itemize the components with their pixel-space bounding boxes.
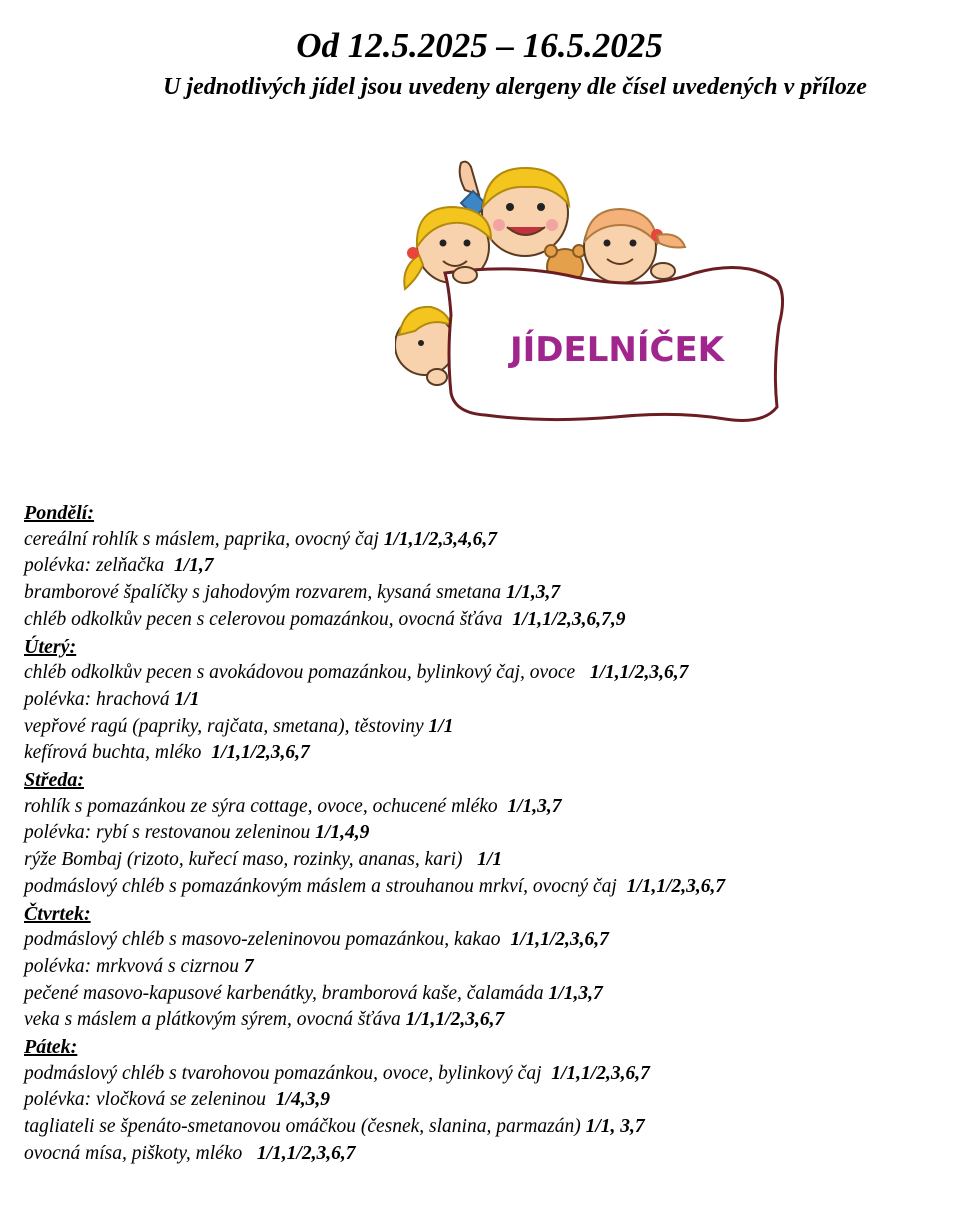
allergen-codes: 1/4,3,9 <box>275 1089 330 1111</box>
children-holding-sign-icon <box>395 155 790 430</box>
dish-text: polévka: hrachová <box>24 688 175 710</box>
day-heading: Čtvrtek: <box>24 902 91 925</box>
allergen-codes: 1/1,1/2,3,6,7 <box>626 875 726 897</box>
dish-text: kefírová buchta, mléko <box>24 742 212 764</box>
allergen-codes: 1/1,1/2,3,6,7 <box>211 742 310 764</box>
dish-text: polévka: rybí s restovanou zeleninou <box>24 822 316 844</box>
menu-item <box>24 820 944 847</box>
dish-text: cereální rohlík s máslem, paprika, ovocný čaj <box>24 528 384 550</box>
menu-item <box>24 714 944 741</box>
allergen-codes: 1/1 <box>477 849 503 871</box>
menu-item <box>24 740 944 767</box>
allergen-codes: 1/1,3,7 <box>506 582 561 604</box>
dish-text: podmáslový chléb s tvarohovou pomazánkou, ovoce, bylinkový čaj <box>24 1062 552 1084</box>
menu-item <box>24 580 944 607</box>
allergen-codes: 1/1, 3,7 <box>585 1116 645 1138</box>
allergen-codes: 1/1,7 <box>173 555 214 577</box>
menu-item <box>24 1087 944 1114</box>
dish-text: pečené masovo-kapusové karbenátky, bramborová kaše, čalamáda <box>24 982 549 1004</box>
allergen-codes: 1/1,1/2,3,4,6,7 <box>383 528 497 550</box>
dish-text: vepřové ragú (papriky, rajčata, smetana), těstoviny <box>24 715 429 737</box>
allergen-codes: 1/1,1/2,3,6,7 <box>551 1062 650 1084</box>
dish-text: polévka: vločková se zeleninou <box>24 1089 276 1111</box>
dish-text: veka s máslem a plátkovým sýrem, ovocná šťáva <box>24 1009 406 1031</box>
menu-item <box>24 794 944 821</box>
allergen-codes: 1/1,1/2,3,6,7 <box>405 1009 505 1031</box>
weekly-menu <box>24 500 944 1168</box>
dish-text: polévka: zelňačka <box>24 555 174 577</box>
sign-label: JÍDELNÍČEK <box>509 330 725 370</box>
menu-item <box>24 981 944 1008</box>
dish-text: tagliateli se špenáto-smetanovou omáčkou (česnek, slanina, parmazán) <box>24 1116 586 1138</box>
day-heading: Středa: <box>24 769 84 792</box>
menu-item <box>24 1007 944 1034</box>
dish-text: chléb odkolkův pecen s celerovou pomazánkou, ovocná šťáva <box>24 608 513 630</box>
menu-item <box>24 1061 944 1088</box>
menu-item <box>24 660 944 687</box>
dish-text: rýže Bombaj (rizoto, kuřecí maso, rozinky, ananas, kari) <box>24 849 478 871</box>
allergen-codes: 1/1,1/2,3,6,7,9 <box>512 608 626 630</box>
allergen-codes: 1/1,1/2,3,6,7 <box>256 1142 356 1164</box>
allergen-codes: 1/1,3,7 <box>507 795 562 817</box>
menu-item <box>24 927 944 954</box>
menu-item <box>24 847 944 874</box>
menu-item <box>24 607 944 634</box>
menu-item <box>24 687 944 714</box>
menu-item <box>24 527 944 554</box>
page-title: Od 12.5.2025 – 16.5.2025 <box>296 26 663 65</box>
page-subtitle: U jednotlivých jídel jsou uvedeny alergeny dle čísel uvedených v příloze <box>163 74 867 100</box>
allergen-codes: 7 <box>243 955 254 977</box>
allergen-codes: 1/1 <box>428 715 454 737</box>
allergen-codes: 1/1,4,9 <box>315 822 370 844</box>
dish-text: podmáslový chléb s pomazánkovým máslem a strouhanou mrkví, ovocný čaj <box>24 875 627 897</box>
dish-text: chléb odkolkův pecen s avokádovou pomazánkou, bylinkový čaj, ovoce <box>24 662 590 684</box>
menu-item <box>24 874 944 901</box>
menu-item <box>24 553 944 580</box>
menu-item <box>24 1114 944 1141</box>
day-heading: Pondělí: <box>24 502 94 524</box>
allergen-codes: 1/1,1/2,3,6,7 <box>510 929 609 951</box>
dish-text: ovocná mísa, piškoty, mléko <box>24 1142 257 1164</box>
allergen-codes: 1/1,1/2,3,6,7 <box>589 662 689 684</box>
day-heading: Pátek: <box>24 1036 78 1059</box>
dish-text: podmáslový chléb s masovo-zeleninovou pomazánkou, kakao <box>24 929 511 951</box>
allergen-codes: 1/1,3,7 <box>548 982 603 1004</box>
day-heading: Úterý: <box>24 635 77 658</box>
dish-text: bramborové špalíčky s jahodovým rozvarem, kysaná smetana <box>24 582 506 604</box>
allergen-codes: 1/1 <box>174 688 200 710</box>
menu-item <box>24 1141 944 1168</box>
dish-text: rohlík s pomazánkou ze sýra cottage, ovoce, ochucené mléko <box>24 795 508 817</box>
menu-item <box>24 954 944 981</box>
dish-text: polévka: mrkvová s cizrnou <box>24 955 244 977</box>
